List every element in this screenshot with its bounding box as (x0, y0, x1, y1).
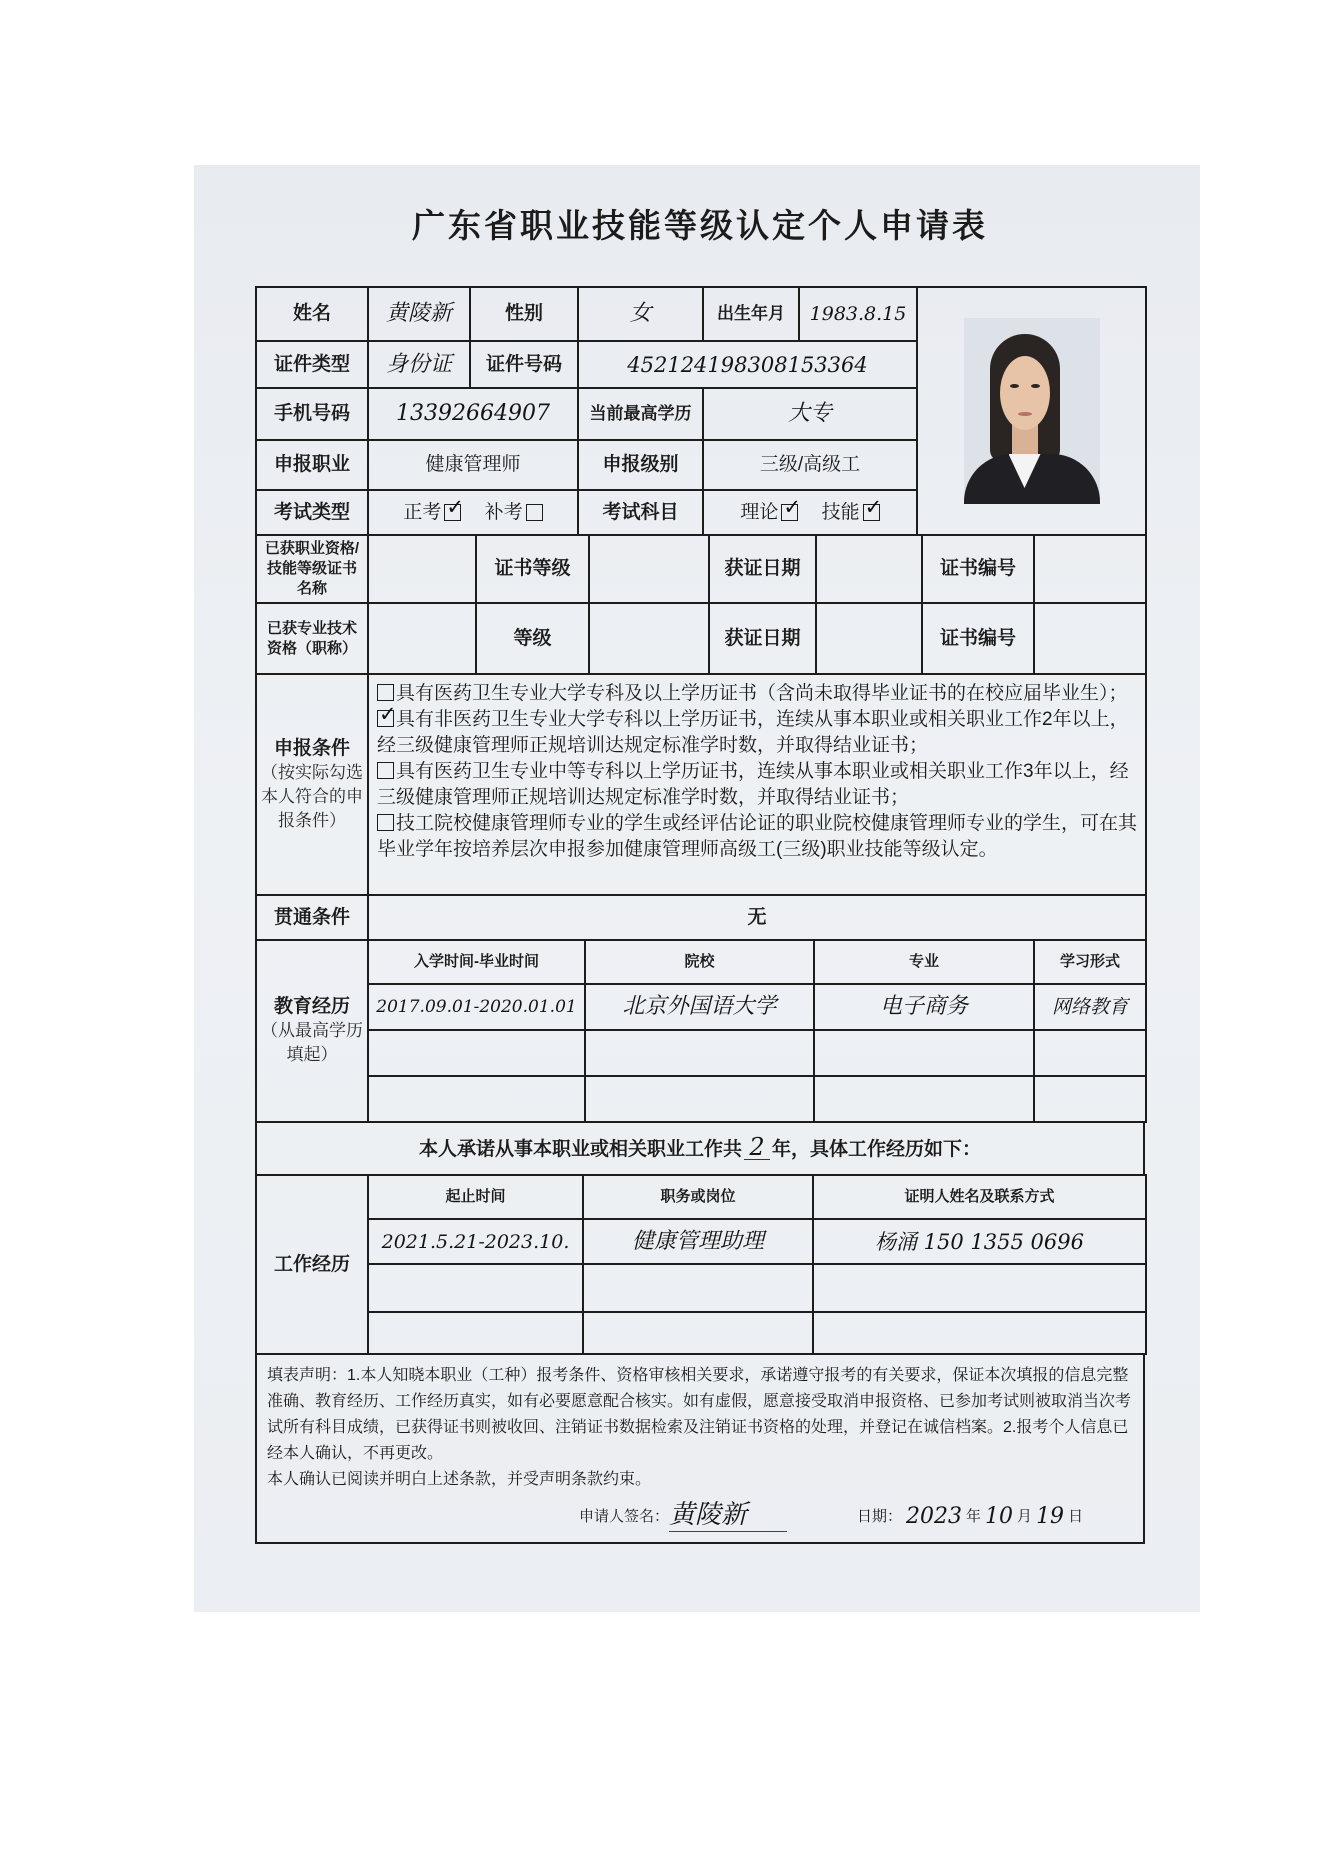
table-row (256, 984, 1146, 1030)
work-history-table (255, 1174, 1147, 1355)
row-name (256, 287, 1146, 341)
id-number-label: 证件号码 (470, 341, 578, 388)
education-header-row (256, 940, 1146, 984)
commitment-prefix: 本人承诺从事本职业或相关职业工作共 (418, 1139, 742, 1160)
occupation-value: 健康管理师 (368, 440, 578, 490)
condition-item (377, 707, 1137, 759)
checkbox (377, 762, 394, 779)
education-level-value: 大专 (703, 388, 917, 440)
commitment-years: 2 (744, 1135, 770, 1160)
empty-cell (1034, 1076, 1146, 1122)
vocational-grade-label: 证书等级 (476, 535, 589, 603)
declaration-cell (256, 1354, 1144, 1543)
education-table (255, 939, 1147, 1123)
option-label: 理论 (740, 501, 779, 523)
empty-cell (368, 1030, 585, 1076)
empty-cell (368, 1076, 585, 1122)
id-type-label: 证件类型 (256, 341, 368, 388)
education-major-value: 电子商务 (814, 984, 1034, 1030)
id-type-value: 身份证 (368, 341, 470, 388)
professional-date-value (816, 603, 922, 674)
empty-cell (813, 1312, 1146, 1354)
day-unit: 日 (1068, 1508, 1084, 1525)
level-label: 申报级别 (578, 440, 703, 490)
through-conditions-value: 无 (368, 895, 1146, 940)
applicant-signature: 黄陵新 (669, 1499, 787, 1532)
empty-cell (585, 1076, 814, 1122)
empty-cell (583, 1264, 813, 1312)
vocational-date-label: 获证日期 (709, 535, 816, 603)
professional-name-value (368, 603, 476, 674)
exam-subject-option-skill (822, 501, 880, 525)
table-row (256, 1312, 1146, 1354)
form-title: 广东省职业技能等级认定个人申请表 (412, 207, 988, 244)
occupation-label: 申报职业 (256, 440, 368, 490)
level-value: 三级/高级工 (703, 440, 917, 490)
condition-text: 具有医药卫生专业大学专科及以上学历证书（含尚未取得毕业证书的在校应届毕业生）； (396, 683, 1128, 704)
checkbox (377, 710, 394, 727)
name-label: 姓名 (256, 287, 368, 341)
photo-left-eye (1010, 384, 1019, 388)
condition-item (377, 681, 1137, 707)
education-level-label: 当前最高学历 (578, 388, 703, 440)
gender-label: 性别 (470, 287, 578, 341)
month-unit: 月 (1017, 1508, 1033, 1525)
education-note: （从最高学历填起） (261, 1021, 363, 1064)
empty-cell (368, 1264, 583, 1312)
phone-label: 手机号码 (256, 388, 368, 440)
conditions-label: 申报条件 (273, 737, 350, 759)
education-mode-value: 网络教育 (1034, 984, 1146, 1030)
exam-subject-label: 考试科目 (578, 490, 703, 535)
option-label: 补考 (484, 501, 523, 523)
row-declaration (256, 1354, 1144, 1543)
exam-type-option-makeup (485, 501, 543, 525)
exam-type-options (368, 490, 578, 535)
empty-cell (814, 1076, 1034, 1122)
exam-type-option-regular (403, 501, 461, 525)
education-label-cell (256, 940, 368, 1122)
gender-value: 女 (578, 287, 703, 341)
vocational-number-label: 证书编号 (922, 535, 1034, 603)
birth-value: 1983.8.15 (799, 287, 917, 341)
basic-info-table (255, 286, 1147, 536)
table-row (256, 1076, 1146, 1122)
commitment-cell (256, 1122, 1144, 1175)
through-conditions-label: 贯通条件 (256, 895, 368, 940)
work-period-value: 2021.5.21-2023.10. (368, 1219, 583, 1264)
row-through-conditions (256, 895, 1146, 940)
education-col-mode: 学习形式 (1034, 940, 1146, 984)
checkbox (377, 814, 394, 831)
row-commitment (256, 1122, 1144, 1175)
table-row (256, 1264, 1146, 1312)
declaration-confirm: 本人确认已阅读并明白上述条款，并受声明条款约束。 (267, 1471, 652, 1488)
education-col-major: 专业 (814, 940, 1034, 984)
checkbox (526, 504, 543, 521)
table-row (256, 1030, 1146, 1076)
id-number-value: 452124198308153364 (578, 341, 917, 388)
conditions-table (255, 673, 1147, 941)
vocational-qualification-label: 已获职业资格/技能等级证书名称 (256, 535, 368, 603)
birth-label: 出生年月 (703, 287, 799, 341)
table-row (256, 1219, 1146, 1264)
commitment-suffix: 年，具体工作经历如下： (772, 1139, 982, 1160)
commitment-table (255, 1121, 1145, 1176)
name-value: 黄陵新 (368, 287, 470, 341)
empty-cell (814, 1030, 1034, 1076)
exam-type-label: 考试类型 (256, 490, 368, 535)
empty-cell (583, 1312, 813, 1354)
signature-label: 申请人签名： (579, 1508, 670, 1525)
condition-item (377, 811, 1137, 863)
option-label: 技能 (821, 501, 860, 523)
declaration-text: 填表声明：1.本人知晓本职业（工种）报考条件、资格审核相关要求，承诺遵守报考的有关要求，保证本次填报的信息完整准确、教育经历、工作经历真实，如有必要愿意配合核实。如有虚假，愿意接受取消申报资格、已参加考试则被取消当次考试所有科目成绩，已获得证书则被收回、注销证书数据检索及注销证书资格的处理，并登记在诚信档案。2.报考个人信息已经本人确认，不再更改。 (267, 1367, 1132, 1462)
condition-item (377, 759, 1137, 811)
condition-text: 具有非医药卫生专业大学专科以上学历证书，连续从事本职业或相关职业工作2年以上，经三级健康管理师正规培训达规定标准学时数，并取得结业证书； (377, 709, 1129, 756)
qualifications-table (255, 534, 1147, 675)
photo-cell (917, 287, 1146, 535)
date-day: 19 (1036, 1504, 1065, 1529)
checkbox (781, 504, 798, 521)
vocational-name-value (368, 535, 476, 603)
date-month: 10 (985, 1504, 1014, 1529)
work-reference-value: 杨涌 150 1355 0696 (813, 1219, 1146, 1264)
education-col-period: 入学时间-毕业时间 (368, 940, 585, 984)
professional-qualification-label: 已获专业技术资格（职称） (256, 603, 368, 674)
work-col-period: 起止时间 (368, 1175, 583, 1219)
photo-mouth (1018, 412, 1032, 416)
vocational-grade-value (589, 535, 709, 603)
photo-right-eye (1031, 384, 1040, 388)
professional-number-label: 证书编号 (922, 603, 1034, 674)
education-period-value: 2017.09.01-2020.01.01 (368, 984, 585, 1030)
year-unit: 年 (966, 1508, 982, 1525)
empty-cell (813, 1264, 1146, 1312)
condition-text: 技工院校健康管理师专业的学生或经评估论证的职业院校健康管理师专业的学生，可在其毕业学年按培养层次申报参加健康管理师高级工(三级)职业技能等级认定。 (377, 813, 1138, 860)
conditions-list (368, 674, 1146, 895)
checkbox (377, 684, 394, 701)
photo-face (1000, 356, 1050, 430)
exam-subject-options (703, 490, 917, 535)
professional-date-label: 获证日期 (709, 603, 816, 674)
date-year: 2023 (906, 1504, 963, 1529)
checkbox (863, 504, 880, 521)
date-label: 日期： (857, 1508, 903, 1525)
work-position-value: 健康管理助理 (583, 1219, 813, 1264)
work-col-position: 职务或岗位 (583, 1175, 813, 1219)
phone-value: 13392664907 (368, 388, 578, 440)
empty-cell (1034, 1030, 1146, 1076)
application-form (255, 286, 1145, 1544)
checkbox (444, 504, 461, 521)
work-col-reference: 证明人姓名及联系方式 (813, 1175, 1146, 1219)
education-label: 教育经历 (273, 996, 350, 1017)
conditions-note: （按实际勾选本人符合的申报条件） (261, 762, 363, 830)
condition-text: 具有医药卫生专业中等专科以上学历证书，连续从事本职业或相关职业工作3年以上，经三级健康管理师正规培训达规定标准学时数，并取得结业证书； (377, 761, 1129, 808)
signature-row (267, 1499, 1133, 1532)
applicant-photo (964, 318, 1100, 504)
vocational-number-value (1034, 535, 1146, 603)
work-history-label: 工作经历 (256, 1175, 368, 1354)
professional-number-value (1034, 603, 1146, 674)
empty-cell (585, 1030, 814, 1076)
professional-grade-label: 等级 (476, 603, 589, 674)
conditions-label-cell (256, 674, 368, 895)
education-school-value: 北京外国语大学 (585, 984, 814, 1030)
exam-subject-option-theory (740, 501, 798, 525)
professional-grade-value (589, 603, 709, 674)
vocational-date-value (816, 535, 922, 603)
work-header-row (256, 1175, 1146, 1219)
row-conditions (256, 674, 1146, 895)
education-col-school: 院校 (585, 940, 814, 984)
row-vocational-qualification (256, 535, 1146, 603)
row-professional-qualification (256, 603, 1146, 674)
declaration-table (255, 1353, 1145, 1544)
option-label: 正考 (403, 501, 442, 523)
empty-cell (368, 1312, 583, 1354)
